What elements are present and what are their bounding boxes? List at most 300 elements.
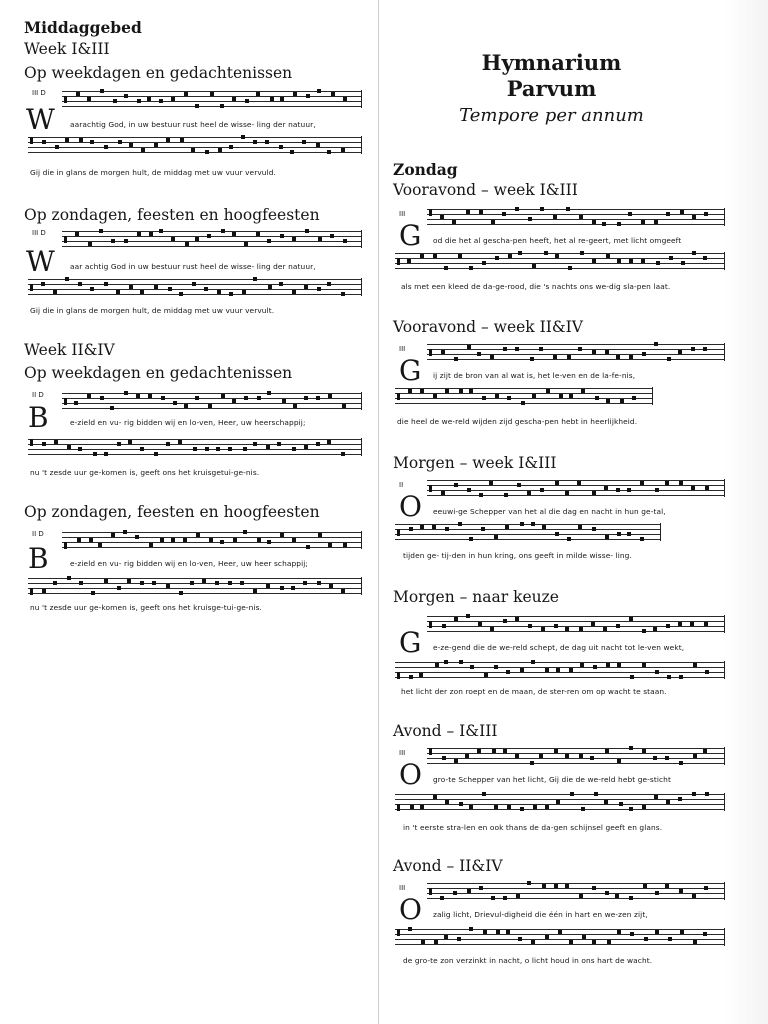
neume-icon — [244, 396, 248, 400]
neume-icon — [104, 579, 108, 583]
neume-icon — [302, 140, 306, 144]
staff-line — [427, 748, 725, 749]
neume-icon — [668, 937, 672, 941]
neume-icon — [515, 347, 519, 351]
neume-icon — [508, 254, 512, 258]
staff-line — [427, 616, 725, 617]
staff-line — [427, 626, 725, 627]
neume-icon — [166, 442, 170, 446]
neume-icon — [209, 538, 213, 542]
neume-icon — [491, 220, 495, 224]
neume-icon — [110, 406, 114, 410]
neume-icon — [642, 629, 646, 633]
neume-icon — [180, 138, 184, 142]
neume-icon — [531, 522, 535, 526]
neume-icon — [629, 807, 633, 811]
neume-icon — [595, 396, 599, 400]
neume-icon — [42, 140, 46, 144]
neume-icon — [617, 222, 621, 226]
staff — [395, 661, 725, 679]
neume-icon — [539, 347, 543, 351]
neume-icon — [520, 522, 524, 526]
lyric-line: nu 't zesde uur ge-komen is, geeft ons het kruisgetui-ge-nis. — [30, 468, 260, 477]
section-heading: Avond – II&IV — [393, 857, 503, 875]
neume-icon — [184, 92, 188, 96]
neume-icon — [517, 483, 521, 487]
neume-icon — [318, 237, 322, 241]
neume-icon — [293, 404, 297, 408]
neume-icon — [111, 239, 115, 243]
neume-icon — [292, 237, 296, 241]
neume-icon — [148, 394, 152, 398]
neume-icon — [178, 440, 182, 444]
neume-icon — [245, 99, 249, 103]
neume-icon — [469, 537, 473, 541]
neume-icon — [515, 754, 519, 758]
chant-block — [24, 525, 362, 621]
neume-icon — [303, 581, 307, 585]
staff — [395, 387, 653, 405]
neume-icon — [629, 896, 633, 900]
neume-icon — [136, 394, 140, 398]
staff-line — [62, 236, 362, 237]
neume-icon — [124, 391, 128, 395]
neume-icon — [630, 932, 634, 936]
lyric-line: tijden ge- tij-den in hun kring, ons geeft in milde wisse- ling. — [403, 551, 632, 560]
neume-icon — [629, 355, 633, 359]
chant-block — [24, 86, 362, 182]
staff — [395, 793, 725, 811]
neume-icon — [578, 347, 582, 351]
neume-icon — [678, 797, 682, 801]
staff-line — [62, 547, 362, 548]
neume-icon — [629, 259, 633, 263]
neume-icon — [317, 89, 321, 93]
neume-icon — [140, 581, 144, 585]
staff-end-bar — [361, 136, 363, 154]
neume-icon — [140, 447, 144, 451]
neume-icon — [479, 210, 483, 214]
neume-icon — [152, 581, 156, 585]
neume-icon — [594, 792, 598, 796]
neume-icon — [229, 145, 233, 149]
neume-icon — [228, 447, 232, 451]
section-heading: Op zondagen, feesten en hoogfeesten — [24, 503, 320, 521]
neume-icon — [580, 663, 584, 667]
clef-icon — [397, 529, 400, 536]
section-heading: Avond – I&III — [393, 722, 498, 740]
neume-icon — [257, 396, 261, 400]
neume-icon — [441, 350, 445, 354]
neume-icon — [665, 756, 669, 760]
neume-icon — [467, 345, 471, 349]
neume-icon — [191, 148, 195, 152]
neume-icon — [469, 927, 473, 931]
page-subtitle: Tempore per annum — [459, 105, 644, 126]
neume-icon — [228, 581, 232, 585]
neume-icon — [458, 254, 462, 258]
neume-icon — [127, 579, 131, 583]
lyric-line: in 't eerste stra-len en ook thans de da-gen schijnsel geeft en glans. — [403, 823, 663, 832]
neume-icon — [528, 217, 532, 221]
neume-icon — [577, 481, 581, 485]
neume-icon — [569, 394, 573, 398]
neume-icon — [173, 401, 177, 405]
neume-icon — [341, 589, 345, 593]
neume-icon — [615, 894, 619, 898]
neume-icon — [667, 675, 671, 679]
neume-icon — [520, 807, 524, 811]
chant-block — [393, 609, 725, 705]
neume-icon — [185, 242, 189, 246]
lyric-line: als met een kleed de da-ge-rood, die 's nachts ons we-dig sla-pen laat. — [401, 282, 671, 291]
staff-line — [395, 804, 725, 805]
staff-line — [427, 224, 725, 225]
neume-icon — [253, 442, 257, 446]
mode-label: III — [399, 884, 406, 892]
neume-icon — [210, 92, 214, 96]
mode-label: III D — [32, 89, 46, 97]
staff — [62, 531, 362, 549]
neume-icon — [604, 486, 608, 490]
neume-icon — [280, 533, 284, 537]
staff-line — [395, 944, 725, 945]
neume-icon — [67, 576, 71, 580]
neume-icon — [154, 285, 158, 289]
office-title: Middaggebed — [24, 18, 142, 37]
neume-icon — [655, 930, 659, 934]
lyric-line: e-zield en vu- rig bidden wij en lo-ven, Heer, uw heer schappij; — [70, 559, 308, 568]
neume-icon — [528, 624, 532, 628]
neume-icon — [655, 891, 659, 895]
neume-icon — [567, 355, 571, 359]
neume-icon — [692, 792, 696, 796]
staff-line — [395, 939, 725, 940]
staff — [427, 208, 725, 226]
neume-icon — [90, 140, 94, 144]
neume-icon — [293, 92, 297, 96]
neume-icon — [205, 150, 209, 154]
neume-icon — [531, 940, 535, 944]
lyric-line: zalig licht, Drievul-digheid die één in hart en we-zen zijt, — [433, 910, 648, 919]
neume-icon — [171, 538, 175, 542]
neume-icon — [104, 282, 108, 286]
staff-line — [28, 593, 362, 594]
neume-icon — [503, 749, 507, 753]
neume-icon — [410, 805, 414, 809]
staff-end-bar — [361, 438, 363, 456]
neume-icon — [477, 749, 481, 753]
neume-icon — [592, 220, 596, 224]
neume-icon — [220, 540, 224, 544]
neume-icon — [704, 622, 708, 626]
neume-icon — [129, 285, 133, 289]
chant-block — [393, 878, 725, 974]
staff-line — [427, 485, 725, 486]
neume-icon — [267, 391, 271, 395]
neume-icon — [582, 935, 586, 939]
staff-line — [427, 753, 725, 754]
staff-line — [28, 279, 362, 280]
neume-icon — [327, 282, 331, 286]
neume-icon — [496, 930, 500, 934]
neume-icon — [409, 675, 413, 679]
neume-icon — [507, 805, 511, 809]
neume-icon — [604, 800, 608, 804]
neume-icon — [42, 589, 46, 593]
neume-icon — [530, 357, 534, 361]
staff-line — [395, 258, 725, 259]
neume-icon — [266, 584, 270, 588]
neume-icon — [117, 442, 121, 446]
neume-icon — [243, 530, 247, 534]
initial-letter: G — [399, 626, 422, 659]
mode-label: II — [399, 481, 404, 489]
neume-icon — [445, 800, 449, 804]
neume-icon — [256, 232, 260, 236]
staff-end-bar — [361, 577, 363, 595]
neume-icon — [435, 663, 439, 667]
staff-end-bar — [724, 661, 726, 679]
neume-icon — [679, 481, 683, 485]
neume-icon — [590, 756, 594, 760]
neume-icon — [407, 259, 411, 263]
neume-icon — [680, 210, 684, 214]
neume-icon — [669, 256, 673, 260]
neume-icon — [221, 394, 225, 398]
chant-block — [24, 226, 362, 322]
staff — [62, 392, 362, 410]
clef-icon — [397, 393, 400, 400]
section-heading: Vooravond – week II&IV — [393, 318, 583, 336]
neume-icon — [408, 389, 412, 393]
clef-icon — [397, 672, 400, 679]
neume-icon — [679, 761, 683, 765]
neume-icon — [479, 886, 483, 890]
neume-icon — [553, 215, 557, 219]
neume-icon — [502, 212, 506, 216]
neume-icon — [149, 543, 153, 547]
neume-icon — [118, 140, 122, 144]
neume-icon — [605, 350, 609, 354]
neume-icon — [257, 538, 261, 542]
neume-icon — [654, 342, 658, 346]
neume-icon — [581, 807, 585, 811]
neume-icon — [692, 251, 696, 255]
neume-icon — [457, 937, 461, 941]
staff — [427, 343, 725, 361]
neume-icon — [111, 533, 115, 537]
neume-icon — [160, 538, 164, 542]
neume-icon — [568, 266, 572, 270]
neume-icon — [98, 543, 102, 547]
neume-icon — [129, 143, 133, 147]
neume-icon — [554, 749, 558, 753]
neume-icon — [681, 261, 685, 265]
staff-line — [28, 583, 362, 584]
staff-line — [427, 898, 725, 899]
neume-icon — [104, 452, 108, 456]
neume-icon — [317, 287, 321, 291]
section-heading: Morgen – week I&III — [393, 454, 557, 472]
neume-icon — [204, 287, 208, 291]
neume-icon — [546, 389, 550, 393]
neume-icon — [466, 614, 470, 618]
neume-icon — [691, 486, 695, 490]
staff-line — [395, 534, 661, 535]
staff-line — [427, 495, 725, 496]
chant-block — [393, 339, 725, 435]
neume-icon — [627, 532, 631, 536]
staff-line — [62, 101, 362, 102]
neume-icon — [117, 586, 121, 590]
neume-icon — [196, 533, 200, 537]
staff — [395, 928, 725, 946]
chant-block — [393, 202, 725, 298]
neume-icon — [490, 627, 494, 631]
mode-label: III — [399, 749, 406, 757]
neume-icon — [516, 894, 520, 898]
page-fold — [378, 0, 379, 1024]
staff-end-bar — [724, 479, 726, 497]
mode-label: III — [399, 210, 406, 218]
staff — [62, 90, 362, 108]
neume-icon — [641, 259, 645, 263]
neume-icon — [592, 527, 596, 531]
neume-icon — [678, 350, 682, 354]
neume-icon — [617, 930, 621, 934]
neume-icon — [606, 254, 610, 258]
neume-icon — [703, 347, 707, 351]
clef-icon — [64, 96, 67, 103]
neume-icon — [265, 140, 269, 144]
staff-line — [62, 246, 362, 247]
neume-icon — [507, 396, 511, 400]
neume-icon — [459, 802, 463, 806]
neume-icon — [458, 522, 462, 526]
clef-icon — [397, 804, 400, 811]
neume-icon — [581, 389, 585, 393]
neume-icon — [542, 525, 546, 529]
neume-icon — [316, 143, 320, 147]
neume-icon — [342, 404, 346, 408]
neume-icon — [147, 97, 151, 101]
neume-icon — [503, 896, 507, 900]
section-heading: Vooravond – week I&III — [393, 181, 578, 199]
neume-icon — [292, 538, 296, 542]
neume-icon — [521, 401, 525, 405]
neume-icon — [243, 447, 247, 451]
staff-line — [395, 253, 725, 254]
staff-line — [62, 231, 362, 232]
staff-line — [62, 106, 362, 107]
neume-icon — [467, 889, 471, 893]
neume-icon — [343, 543, 347, 547]
neume-icon — [240, 581, 244, 585]
neume-icon — [506, 930, 510, 934]
lyric-line: e-ze-gend die de we-reld schept, de dag uit nacht tot le-ven wekt, — [433, 643, 685, 652]
neume-icon — [123, 530, 127, 534]
initial-letter: B — [28, 401, 49, 434]
neume-icon — [100, 396, 104, 400]
neume-icon — [306, 545, 310, 549]
section-heading: Op weekdagen en gedachtenissen — [24, 364, 293, 382]
neume-icon — [217, 290, 221, 294]
neume-icon — [705, 486, 709, 490]
neume-icon — [469, 805, 473, 809]
neume-icon — [421, 940, 425, 944]
neume-icon — [653, 627, 657, 631]
neume-icon — [442, 624, 446, 628]
neume-icon — [253, 277, 257, 281]
neume-icon — [616, 355, 620, 359]
neume-icon — [616, 488, 620, 492]
staff-line — [395, 794, 725, 795]
neume-icon — [679, 675, 683, 679]
neume-icon — [454, 483, 458, 487]
neume-icon — [515, 207, 519, 211]
neume-icon — [541, 627, 545, 631]
neume-icon — [290, 150, 294, 154]
week-heading: Week I&III — [24, 40, 110, 58]
neume-icon — [592, 350, 596, 354]
neume-icon — [539, 754, 543, 758]
neume-icon — [666, 624, 670, 628]
neume-icon — [317, 581, 321, 585]
neume-icon — [53, 290, 57, 294]
neume-icon — [343, 239, 347, 243]
staff-line — [427, 758, 725, 759]
mode-label: III — [399, 345, 406, 353]
neume-icon — [495, 394, 499, 398]
neume-icon — [268, 285, 272, 289]
neume-icon — [617, 663, 621, 667]
neume-icon — [79, 581, 83, 585]
neume-icon — [540, 207, 544, 211]
neume-icon — [135, 535, 139, 539]
neume-icon — [644, 937, 648, 941]
neume-icon — [506, 670, 510, 674]
chant-block — [24, 386, 362, 482]
staff — [427, 747, 725, 765]
neume-icon — [627, 488, 631, 492]
neume-icon — [556, 800, 560, 804]
neume-icon — [232, 97, 236, 101]
neume-icon — [253, 140, 257, 144]
neume-icon — [292, 447, 296, 451]
neume-icon — [555, 532, 559, 536]
staff-line — [395, 263, 725, 264]
neume-icon — [494, 535, 498, 539]
neume-icon — [540, 488, 544, 492]
section-heading: Op weekdagen en gedachtenissen — [24, 64, 293, 82]
neume-icon — [465, 754, 469, 758]
neume-icon — [605, 749, 609, 753]
neume-icon — [565, 884, 569, 888]
neume-icon — [532, 394, 536, 398]
neume-icon — [617, 532, 621, 536]
staff — [427, 615, 725, 633]
neume-icon — [619, 802, 623, 806]
neume-icon — [477, 352, 481, 356]
neume-icon — [343, 97, 347, 101]
neume-icon — [505, 525, 509, 529]
neume-icon — [306, 94, 310, 98]
neume-icon — [692, 215, 696, 219]
neume-icon — [179, 591, 183, 595]
chant-block — [393, 475, 725, 571]
clef-icon — [30, 439, 33, 446]
